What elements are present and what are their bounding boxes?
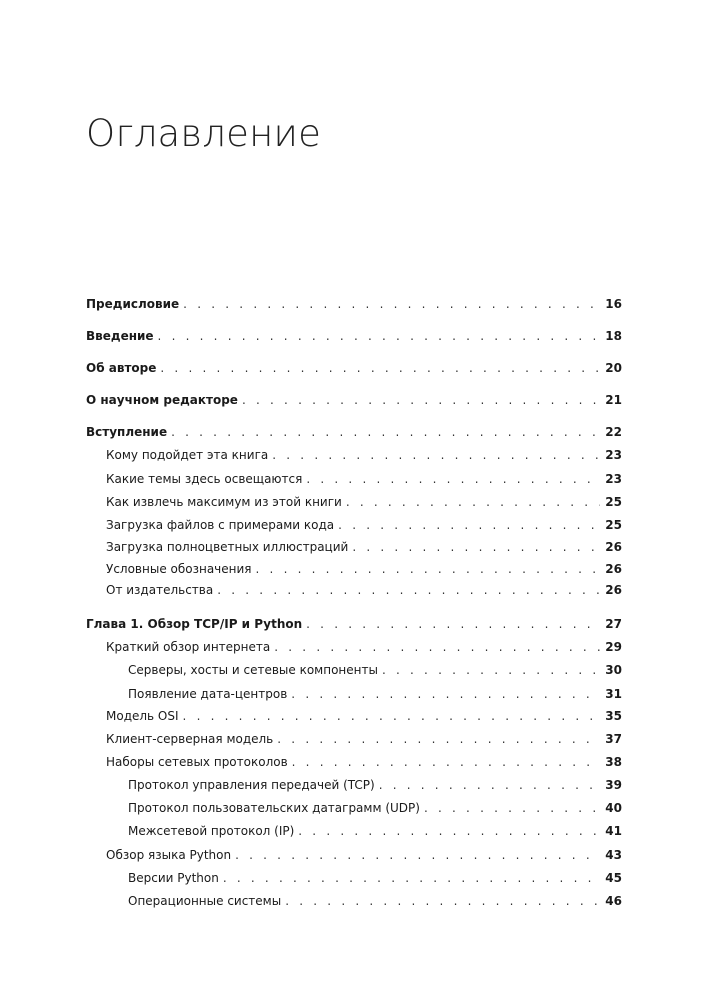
dot-leader xyxy=(183,296,600,312)
toc-entry-title: Наборы сетевых протоколов xyxy=(106,755,288,769)
toc-entry-page-number: 23 xyxy=(605,472,622,486)
toc-entry xyxy=(86,360,622,376)
dot-leader xyxy=(242,392,600,408)
toc-entry-title: Загрузка файлов с примерами кода xyxy=(106,518,335,532)
toc-entry xyxy=(86,424,622,440)
toc-entry xyxy=(86,392,622,408)
toc-entry-title: Серверы, хосты и сетевые компоненты xyxy=(128,663,378,677)
toc-entry-title: Об авторе xyxy=(86,361,157,375)
toc-entry-title: Как извлечь максимум из этой книги xyxy=(106,495,342,509)
toc-entry-page-number: 26 xyxy=(605,583,622,597)
toc-entry-title: Загрузка полноцветных иллюстраций xyxy=(106,540,349,554)
dot-leader xyxy=(306,616,600,632)
toc-entry-title: Предисловие xyxy=(86,297,180,311)
dot-leader xyxy=(382,662,600,678)
toc-entry-page-number: 35 xyxy=(605,709,622,723)
toc-entry-title: Краткий обзор интернета xyxy=(106,640,271,654)
dot-leader xyxy=(235,847,600,863)
toc-entry-title: От издательства xyxy=(106,583,214,597)
toc-entry-title: Вступление xyxy=(86,425,168,439)
dot-leader xyxy=(158,328,600,344)
toc-entry-title: Клиент-серверная модель xyxy=(106,732,274,746)
toc-entry xyxy=(128,777,622,793)
toc-entry-page-number: 29 xyxy=(605,640,622,654)
dot-leader xyxy=(274,639,600,655)
toc-entry-page-number: 27 xyxy=(605,617,622,631)
dot-leader xyxy=(272,447,600,463)
toc-entry xyxy=(106,447,622,463)
toc-entry xyxy=(86,296,622,312)
toc-entry xyxy=(106,639,622,655)
toc-entry xyxy=(106,582,622,598)
toc-entry-title: Версии Python xyxy=(128,871,219,885)
toc-entry-page-number: 31 xyxy=(605,687,622,701)
toc-entry xyxy=(128,870,622,886)
toc-entry-title: Введение xyxy=(86,329,154,343)
toc-entry-title: Протокол пользовательских датаграмм (UDP) xyxy=(128,801,420,815)
toc-entry xyxy=(86,616,622,632)
toc-entry xyxy=(106,561,622,577)
dot-leader xyxy=(277,731,600,747)
toc-entry-page-number: 25 xyxy=(605,518,622,532)
dot-leader xyxy=(217,582,600,598)
toc-entry-title: О научном редакторе xyxy=(86,393,238,407)
toc-entry-title: Появление дата-центров xyxy=(128,687,288,701)
dot-leader xyxy=(292,754,600,770)
toc-entry-page-number: 46 xyxy=(605,894,622,908)
dot-leader xyxy=(223,870,600,886)
toc-entry xyxy=(106,494,622,510)
toc-entry-page-number: 40 xyxy=(605,801,622,815)
toc-entry-title: Межсетевой протокол (IP) xyxy=(128,824,295,838)
dot-leader xyxy=(160,360,600,376)
toc-entry xyxy=(128,800,622,816)
toc-entry xyxy=(86,328,622,344)
toc-entry xyxy=(106,708,622,724)
toc-entry-title: Условные обозначения xyxy=(106,562,252,576)
toc-entry-page-number: 16 xyxy=(605,297,622,311)
toc-entry-page-number: 25 xyxy=(605,495,622,509)
dot-leader xyxy=(285,893,600,909)
toc-entry xyxy=(106,517,622,533)
toc-entry xyxy=(128,893,622,909)
toc-entry xyxy=(128,823,622,839)
toc-entry-page-number: 26 xyxy=(605,540,622,554)
dot-leader xyxy=(171,424,600,440)
toc-entry-title: Обзор языка Python xyxy=(106,848,232,862)
toc-entry-page-number: 45 xyxy=(605,871,622,885)
toc-entry-page-number: 38 xyxy=(605,755,622,769)
dot-leader xyxy=(346,494,600,510)
toc-entry-title: Какие темы здесь освещаются xyxy=(106,472,303,486)
toc-entry-page-number: 23 xyxy=(605,448,622,462)
dot-leader xyxy=(256,561,600,577)
toc-entry xyxy=(106,471,622,487)
toc-entry-page-number: 30 xyxy=(605,663,622,677)
dot-leader xyxy=(298,823,600,839)
toc-entry-title: Глава 1. Обзор TCP/IP и Python xyxy=(86,617,303,631)
dot-leader xyxy=(338,517,600,533)
dot-leader xyxy=(424,800,600,816)
toc-entry-page-number: 41 xyxy=(605,824,622,838)
dot-leader xyxy=(352,539,600,555)
toc-entry xyxy=(106,754,622,770)
toc-entry-title: Модель OSI xyxy=(106,709,179,723)
toc-entry xyxy=(106,539,622,555)
toc-entry-page-number: 20 xyxy=(605,361,622,375)
toc-entry-title: Кому подойдет эта книга xyxy=(106,448,269,462)
toc-entry-page-number: 43 xyxy=(605,848,622,862)
toc-entry-page-number: 39 xyxy=(605,778,622,792)
toc-entry-title: Операционные системы xyxy=(128,894,282,908)
toc-entry-page-number: 37 xyxy=(605,732,622,746)
dot-leader xyxy=(306,471,600,487)
toc-entry xyxy=(106,731,622,747)
toc-entry-page-number: 18 xyxy=(605,329,622,343)
dot-leader xyxy=(183,708,600,724)
toc-entry-page-number: 22 xyxy=(605,425,622,439)
page-title: Оглавление xyxy=(86,112,322,155)
dot-leader xyxy=(379,777,600,793)
toc-entry-page-number: 21 xyxy=(605,393,622,407)
dot-leader xyxy=(291,686,600,702)
toc-entry xyxy=(106,847,622,863)
toc-entry xyxy=(128,686,622,702)
toc-entry-page-number: 26 xyxy=(605,562,622,576)
toc-entry xyxy=(128,662,622,678)
toc-entry-title: Протокол управления передачей (TCP) xyxy=(128,778,375,792)
